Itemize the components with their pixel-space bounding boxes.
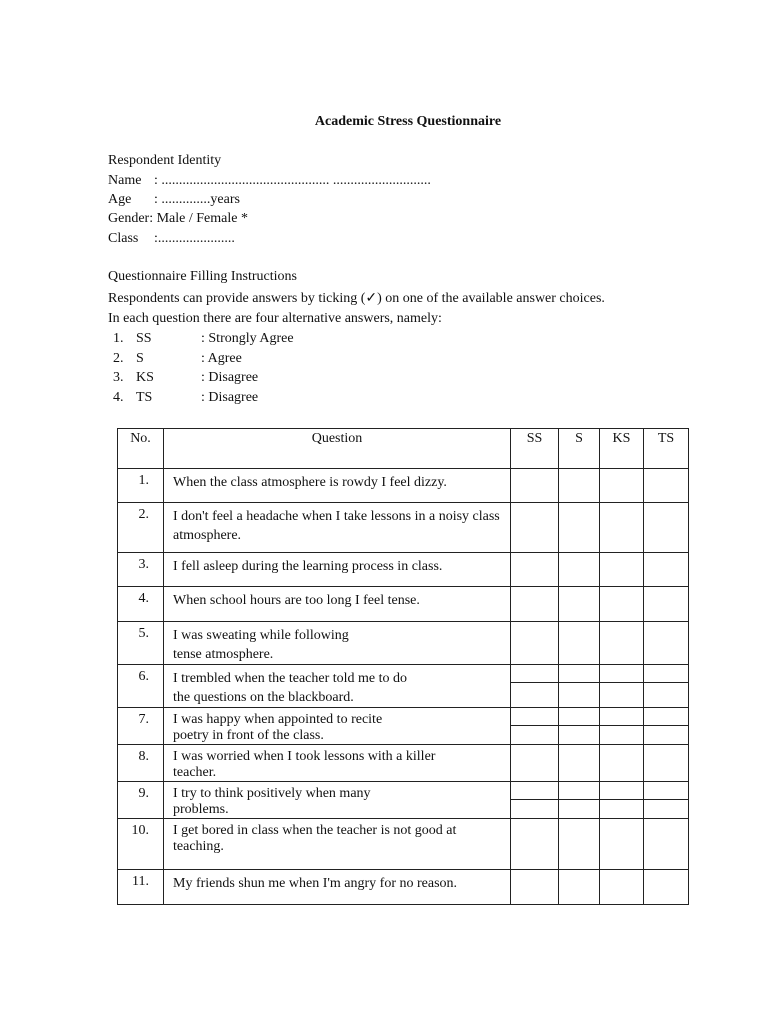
age-label: Age: [108, 192, 132, 207]
answer-cell-ss[interactable]: [511, 587, 559, 622]
question-text: My friends shun me when I'm angry for no reason.: [164, 870, 511, 905]
question-text: I fell asleep during the learning process in class.: [164, 553, 511, 587]
answer-cell-ts[interactable]: [644, 819, 689, 870]
option-code: SS: [136, 331, 152, 346]
gender-label: Gender: [108, 211, 150, 226]
answer-cell-ks[interactable]: [600, 553, 644, 587]
option-meaning: : Agree: [201, 351, 242, 366]
header-ks: KS: [600, 429, 644, 469]
answer-cell-ss[interactable]: [511, 665, 559, 708]
name-field: [108, 173, 431, 189]
option-number: 4.: [113, 390, 124, 405]
answer-cell-ks[interactable]: [600, 503, 644, 553]
age-value: : ..............years: [154, 192, 240, 207]
option-number: 3.: [113, 370, 124, 385]
answer-cell-ks[interactable]: [600, 782, 644, 819]
row-number: 8.: [118, 745, 164, 782]
gender-field: [108, 211, 248, 227]
table-row: [118, 782, 689, 819]
class-value: :......................: [154, 231, 235, 246]
answer-cell-ss[interactable]: [511, 782, 559, 819]
question-text: [164, 782, 511, 819]
table-row: [118, 553, 689, 587]
row-number: 4.: [118, 587, 164, 622]
option-meaning: : Strongly Agree: [201, 331, 294, 346]
questionnaire-table: [117, 428, 689, 905]
answer-cell-ss[interactable]: [511, 819, 559, 870]
answer-cell-ks[interactable]: [600, 469, 644, 503]
option-code: TS: [136, 390, 153, 405]
answer-cell-ks[interactable]: [600, 745, 644, 782]
answer-cell-s[interactable]: [559, 870, 600, 905]
answer-cell-ks[interactable]: [600, 819, 644, 870]
answer-cell-ts[interactable]: [644, 745, 689, 782]
instructions-line-2: In each question there are four alternative answers, namely:: [108, 311, 442, 326]
table-row: [118, 665, 689, 708]
answer-cell-ts[interactable]: [644, 782, 689, 819]
header-no: No.: [118, 429, 164, 469]
question-text: [164, 622, 511, 665]
option-meaning: : Disagree: [201, 390, 259, 405]
table-row: [118, 745, 689, 782]
row-number: 2.: [118, 503, 164, 553]
row-number: 11.: [118, 870, 164, 905]
answer-cell-ks[interactable]: [600, 587, 644, 622]
question-text-wrap: I was happy when appointed to recite poetry in front of the class.: [173, 712, 383, 743]
answer-cell-s[interactable]: [559, 665, 600, 708]
answer-cell-ks[interactable]: [600, 622, 644, 665]
table-row: [118, 503, 689, 553]
identity-heading: Respondent Identity: [108, 153, 222, 168]
table-row: [118, 819, 689, 870]
question-text-wrap: I was worried when I took lessons with a killer teacher.: [173, 749, 436, 780]
answer-cell-ts[interactable]: [644, 708, 689, 745]
question-text: [164, 819, 511, 870]
name-value: : ................................................ ............................: [154, 173, 431, 188]
answer-cell-ts[interactable]: [644, 587, 689, 622]
option-code: KS: [136, 370, 154, 385]
header-ts: TS: [644, 429, 689, 469]
question-text: [164, 665, 511, 708]
row-number: 1.: [118, 469, 164, 503]
question-text: [164, 708, 511, 745]
row-number: 10.: [118, 819, 164, 870]
answer-cell-s[interactable]: [559, 745, 600, 782]
answer-cell-s[interactable]: [559, 622, 600, 665]
question-text-wrap: I try to think positively when many problems.: [173, 786, 371, 817]
answer-cell-ss[interactable]: [511, 469, 559, 503]
name-label: Name: [108, 173, 142, 188]
question-text: When school hours are too long I feel tense.: [164, 587, 511, 622]
question-text-wrap: I was sweating while following tense atmosphere.: [173, 628, 349, 662]
answer-cell-ks[interactable]: [600, 870, 644, 905]
answer-cell-s[interactable]: [559, 782, 600, 819]
table-row: [118, 469, 689, 503]
age-field: [108, 192, 240, 208]
table-row: [118, 622, 689, 665]
table-row: [118, 870, 689, 905]
row-number: 5.: [118, 622, 164, 665]
gender-value: : Male / Female *: [149, 211, 248, 226]
question-text: [164, 745, 511, 782]
answer-cell-ts[interactable]: [644, 553, 689, 587]
table-row: [118, 587, 689, 622]
row-number: 3.: [118, 553, 164, 587]
question-text-wrap: I get bored in class when the teacher is not good at teaching.: [173, 823, 457, 854]
answer-cell-ts[interactable]: [644, 503, 689, 553]
question-text-wrap: I trembled when the teacher told me to do the questions on the blackboard.: [173, 671, 408, 705]
answer-cell-ss[interactable]: [511, 708, 559, 745]
option-number: 2.: [113, 351, 124, 366]
header-s: S: [559, 429, 600, 469]
answer-cell-ts[interactable]: [644, 665, 689, 708]
row-number: 9.: [118, 782, 164, 819]
answer-cell-ss[interactable]: [511, 503, 559, 553]
answer-cell-ts[interactable]: [644, 870, 689, 905]
table-row: [118, 708, 689, 745]
answer-cell-s[interactable]: [559, 819, 600, 870]
answer-cell-ks[interactable]: [600, 665, 644, 708]
page-title: Academic Stress Questionnaire: [314, 114, 502, 129]
option-meaning: : Disagree: [201, 370, 259, 385]
header-ss: SS: [511, 429, 559, 469]
answer-cell-ss[interactable]: [511, 622, 559, 665]
answer-cell-ss[interactable]: [511, 870, 559, 905]
answer-cell-ts[interactable]: [644, 622, 689, 665]
question-text: When the class atmosphere is rowdy I feel dizzy.: [164, 469, 511, 503]
answer-cell-s[interactable]: [559, 553, 600, 587]
header-question: Question: [164, 429, 511, 469]
answer-cell-s[interactable]: [559, 708, 600, 745]
class-field: [108, 231, 235, 247]
option-number: 1.: [113, 331, 124, 346]
table-header-row: [118, 429, 689, 469]
instructions-heading: Questionnaire Filling Instructions: [108, 269, 297, 284]
instructions-line-1: Respondents can provide answers by ticking (✓) on one of the available answer choices.: [108, 291, 605, 306]
question-text: I don't feel a headache when I take lessons in a noisy class atmosphere.: [164, 503, 511, 553]
answer-cell-ss[interactable]: [511, 745, 559, 782]
answer-cell-ts[interactable]: [644, 469, 689, 503]
class-label: Class: [108, 231, 139, 246]
answer-cell-ks[interactable]: [600, 708, 644, 745]
answer-cell-s[interactable]: [559, 503, 600, 553]
option-code: S: [136, 351, 144, 366]
row-number: 7.: [118, 708, 164, 745]
answer-cell-ss[interactable]: [511, 553, 559, 587]
answer-cell-s[interactable]: [559, 469, 600, 503]
answer-cell-s[interactable]: [559, 587, 600, 622]
row-number: 6.: [118, 665, 164, 708]
